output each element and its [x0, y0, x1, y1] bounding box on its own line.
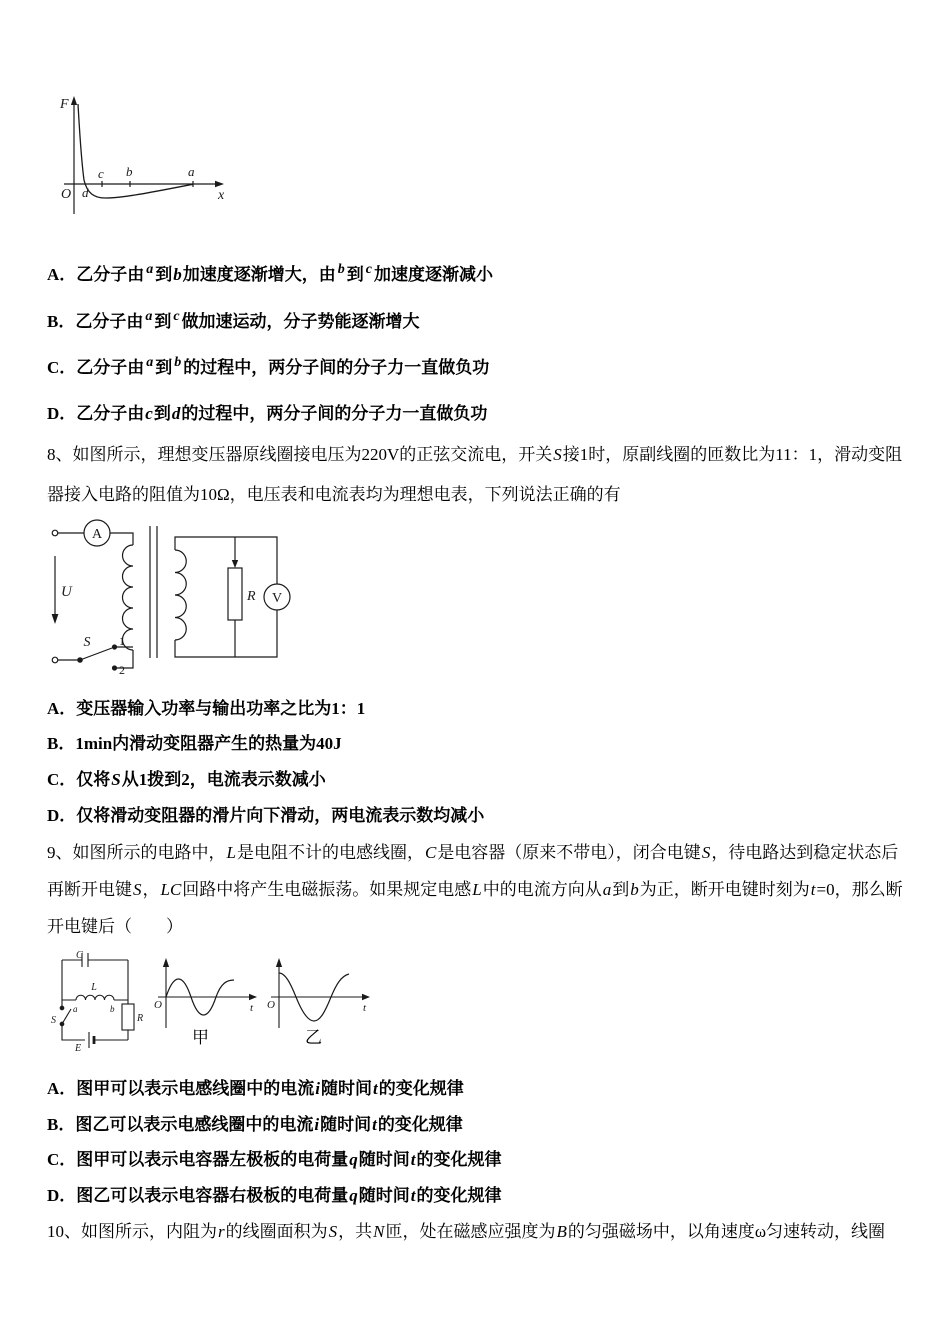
graph-jia-caption: 甲: [192, 1028, 209, 1047]
fx-x-label: x: [218, 188, 225, 203]
q7-option-c: C．乙分子由 a 到 b 的过程中，两分子间的分子力一直做负功: [47, 355, 490, 377]
fx-y-arrow: [71, 96, 77, 105]
rheostat-label: R: [247, 589, 256, 604]
fx-a-label: a: [188, 164, 195, 179]
contact-2-label: 2: [119, 663, 125, 677]
q7-option-b: B．乙分子由 a 到 c 做加速运动，分子势能逐渐增大: [47, 309, 420, 331]
resistor-label: R: [137, 1013, 144, 1024]
capacitor-plates: [82, 953, 88, 967]
voltmeter-label: V: [271, 591, 283, 606]
graph-y-arrow: [276, 958, 282, 967]
q9-stem-line-3: 开电键后（ ）: [47, 917, 183, 936]
rheostat-arrowhead: [232, 560, 238, 568]
input-terminal-top: [52, 530, 58, 536]
input-terminal-bottom: [52, 657, 58, 663]
voltage-label: U: [61, 584, 72, 600]
wire: [110, 533, 133, 545]
q8-stem-line-2: 器接入电路的阻值为10Ω，电压表和电流表均为理想电表，下列说法正确的有: [47, 485, 621, 504]
fx-o-label: O: [61, 187, 72, 202]
rheostat-body: [228, 568, 242, 620]
capacitor-label: C: [76, 950, 83, 961]
node-a-label: a: [73, 1004, 78, 1014]
secondary-coil: [175, 550, 186, 640]
q10-stem-line-1: 10、如图所示，内阻为r的线圈面积为S，共N匝，处在磁感应强度为B的匀强磁场中，以角速度ω匀速转动，线圈: [47, 1222, 886, 1241]
battery-label: E: [75, 1043, 82, 1054]
q8-option-a: A．变压器输入功率与输出功率之比为1：1: [47, 699, 366, 718]
resistor-body: [122, 1004, 134, 1030]
ammeter-label: A: [91, 527, 103, 542]
fx-graph-diagram: [58, 92, 233, 222]
transformer-circuit-diagram: [45, 512, 305, 680]
origin-label: O: [154, 999, 162, 1011]
q8-option-b: B．1min内滑动变阻器产生的热量为40J: [47, 734, 342, 753]
graph-yi-caption: 乙: [305, 1028, 322, 1047]
q9-option-b: B．图乙可以表示电感线圈中的电流i随时间t的变化规律: [47, 1115, 463, 1134]
switch-blade: [62, 1009, 71, 1024]
wire: [62, 1024, 85, 1040]
fx-x-arrow: [215, 181, 224, 187]
node-b-label: b: [110, 1004, 115, 1014]
time-axis-label: t: [250, 1002, 254, 1014]
u-arrowhead: [52, 614, 59, 624]
q9-option-d: D．图乙可以表示电容器右极板的电荷量q随时间t的变化规律: [47, 1186, 502, 1205]
fx-d-label: d: [82, 185, 89, 200]
q9-option-a: A．图甲可以表示电感线圈中的电流i随时间t的变化规律: [47, 1079, 464, 1098]
graph-x-arrow: [362, 994, 370, 1000]
inductor-label: L: [91, 982, 97, 993]
q7-option-a: A．乙分子由 a 到b加速度逐渐增大，由 b 到 c 加速度逐渐减小: [47, 262, 493, 284]
switch-label: S: [51, 1015, 56, 1026]
waveform-graph-jia: [150, 954, 262, 1032]
q9-stem-line-2: 再断开电键S，LC回路中将产生电磁振荡。如果规定电感L中的电流方向从a到b为正，断开电键时刻为t=0，那么断: [47, 880, 903, 899]
time-axis-label: t: [363, 1002, 367, 1014]
fx-f-label: F: [60, 97, 69, 112]
switch-contact-dot: [60, 1006, 64, 1010]
q9-stem-line-1: 9、如图所示的电路中，L是电阻不计的电感线圈，C是电容器（原来不带电），闭合电键S，待电路达到稳定状态后: [47, 843, 899, 862]
q8-option-c: C．仅将S从1拨到2，电流表示数减小: [47, 770, 326, 789]
transformer-core: [150, 526, 157, 658]
graph-y-arrow: [163, 958, 169, 967]
fx-b-label: b: [126, 164, 133, 179]
contact-1-label: 1: [119, 634, 125, 648]
lc-circuit-diagram: [48, 950, 148, 1054]
q8-option-d: D．仅将滑动变阻器的滑片向下滑动，两电流表示数均减小: [47, 806, 485, 825]
origin-label: O: [267, 999, 275, 1011]
fx-c-label: c: [98, 166, 104, 181]
switch-label: S: [83, 635, 91, 650]
inductor-coil: [76, 995, 114, 1000]
waveform-graph-yi: [263, 954, 375, 1032]
wire: [175, 610, 277, 657]
contact-2-dot: [113, 666, 117, 670]
q8-stem-line-1: 8、如图所示，理想变压器原线圈接电压为220V的正弦交流电，开关S接1时，原副线圈的匝数比为11：1，滑动变阻: [47, 445, 903, 464]
wire: [175, 537, 277, 584]
contact-1-dot: [113, 645, 117, 649]
graph-x-arrow: [249, 994, 257, 1000]
q7-option-d: D．乙分子由c到d的过程中，两分子间的分子力一直做负功: [47, 404, 488, 423]
q9-option-c: C．图甲可以表示电容器左极板的电荷量q随时间t的变化规律: [47, 1150, 502, 1169]
